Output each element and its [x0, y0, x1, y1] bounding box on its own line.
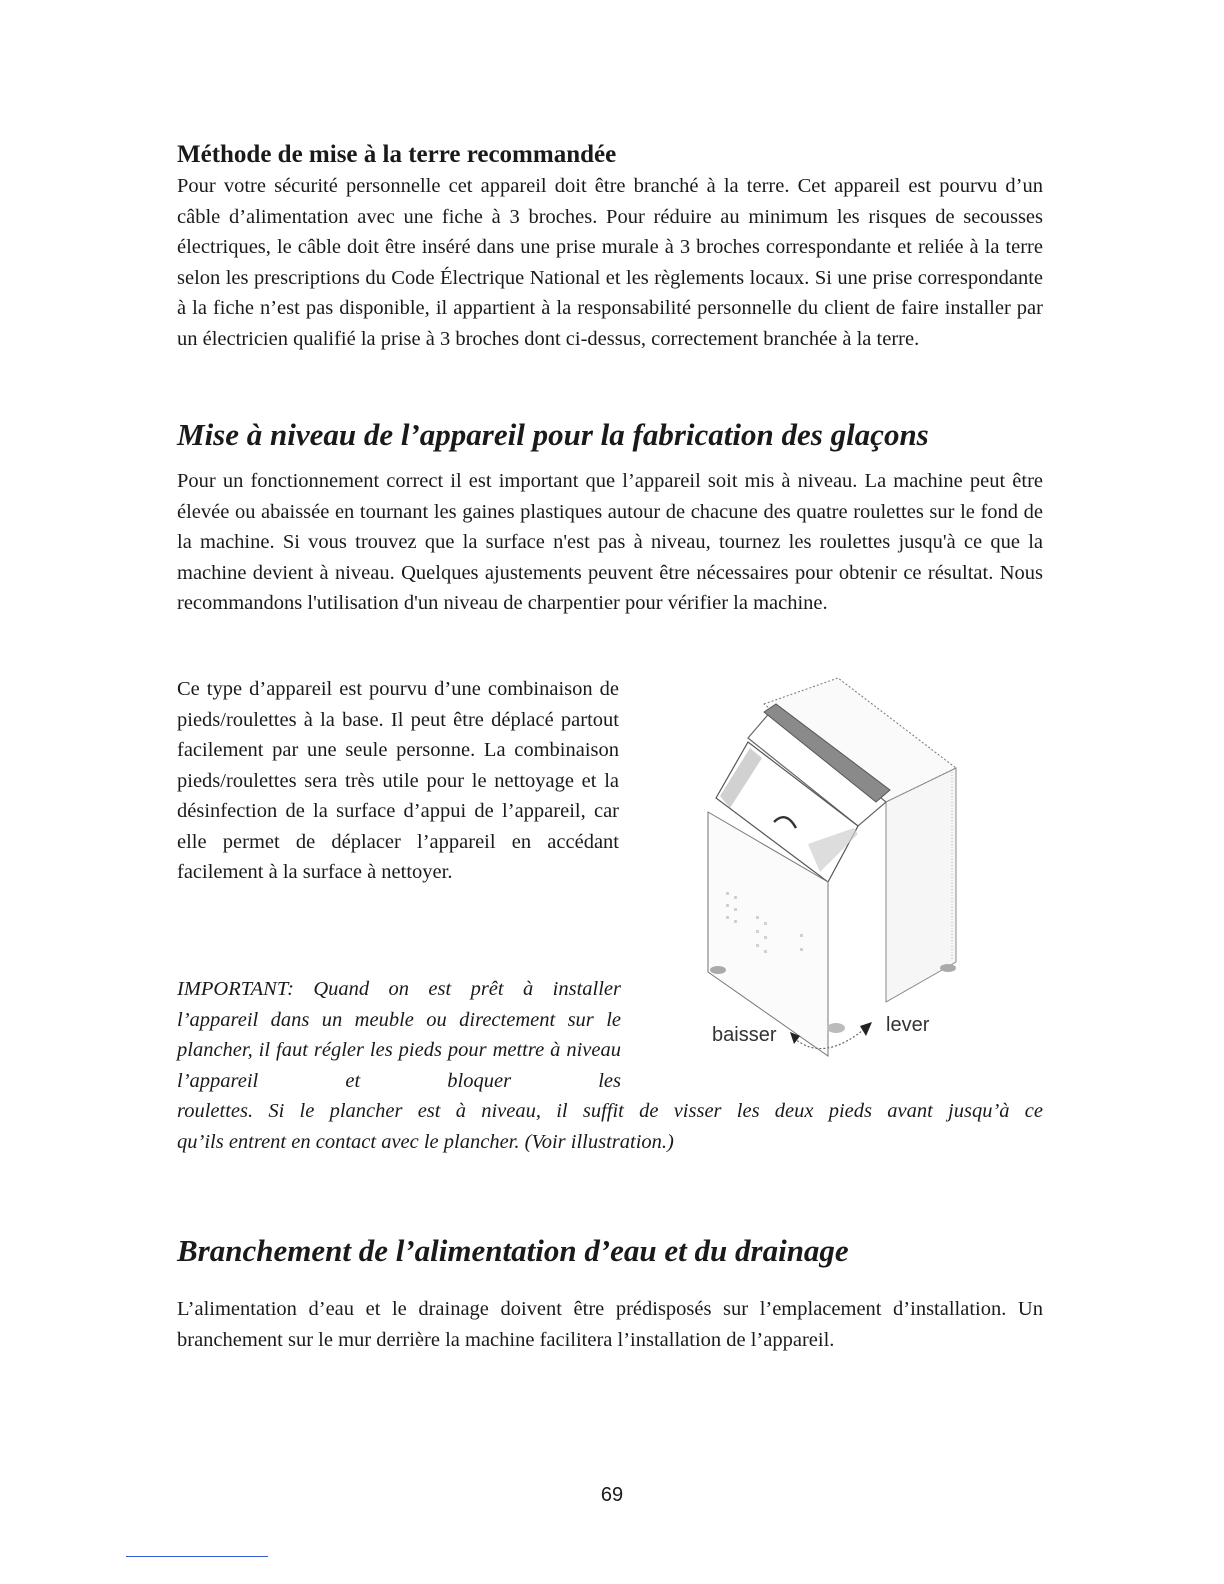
- important-note-line: qu’ils entrent en contact avec le plancher. (Voir illustration.): [177, 1130, 674, 1153]
- important-note-tail: [177, 1096, 1043, 1157]
- leveling-heading: Mise à niveau de l’appareil pour la fabrication des glaçons: [177, 417, 929, 452]
- footer-divider: [126, 1556, 268, 1557]
- raise-label: lever: [886, 1014, 930, 1036]
- ice-machine-illustration-icon: [690, 672, 980, 1082]
- lower-label: baisser: [712, 1024, 777, 1046]
- water-supply-heading: Branchement de l’alimentation d’eau et du drainage: [177, 1233, 849, 1268]
- important-note-line: roulettes. Si le plancher est à niveau, il suffit de visser les deux pieds avant jusqu’à ce: [177, 1100, 1043, 1122]
- page-number: 69: [600, 1484, 624, 1506]
- ice-machine-figure: [690, 672, 980, 1082]
- important-note-column: IMPORTANT: Quand on est prêt à installer l’appareil dans un meuble ou directement sur le plancher, il faut régler les pieds pour mettre à niveau l’appareil et bloquer les: [177, 978, 621, 1092]
- grounding-heading: Méthode de mise à la terre recommandée: [177, 141, 617, 168]
- water-supply-paragraph: L’alimentation d’eau et le drainage doivent être prédisposés sur l’emplacement d’installation. Un branchement sur le mur derrière la machine facilitera l’installation de l’appareil.: [177, 1298, 1043, 1351]
- grounding-paragraph: Pour votre sécurité personnelle cet appareil doit être branché à la terre. Cet appareil est pourvu d’un câble d’alimentation avec une fiche à 3 broches. Pour réduire au minimum les risques de secousses électriques, le câble doit être inséré dans une prise murale à 3 broches correspondante et reliée à la terre selon les prescriptions du Code Électrique National et les règlements locaux. Si une prise correspondante à la fiche n’est pas disponible, il appartient à la responsabilité personnelle du client de faire installer par un électricien qualifié la prise à 3 broches dont ci-dessus, correctement branchée à la terre.: [177, 175, 1043, 350]
- leveling-paragraph: Pour un fonctionnement correct il est important que l’appareil soit mis à niveau. La machine peut être élevée ou abaissée en tournant les gaines plastiques autour de chacune des quatre roulettes sur le fond de la machine. Si vous trouvez que la surface n'est pas à niveau, tournez les roulettes jusqu'à ce que la machine devient à niveau. Quelques ajustements peuvent être nécessaires pour obtenir ce résultat. Nous recommandons l'utilisation d'un niveau de charpentier pour vérifier la machine.: [177, 470, 1043, 614]
- casters-paragraph: Ce type d’appareil est pourvu d’une combinaison de pieds/roulettes à la base. Il peut être déplacé partout facilement par une seule personne. La combinaison pieds/roulettes sera très utile pour le nettoyage et la désinfection de la surface d’appui de l’appareil, car elle permet de déplacer l’appareil en accédant facilement à la surface à nettoyer.: [177, 678, 619, 883]
